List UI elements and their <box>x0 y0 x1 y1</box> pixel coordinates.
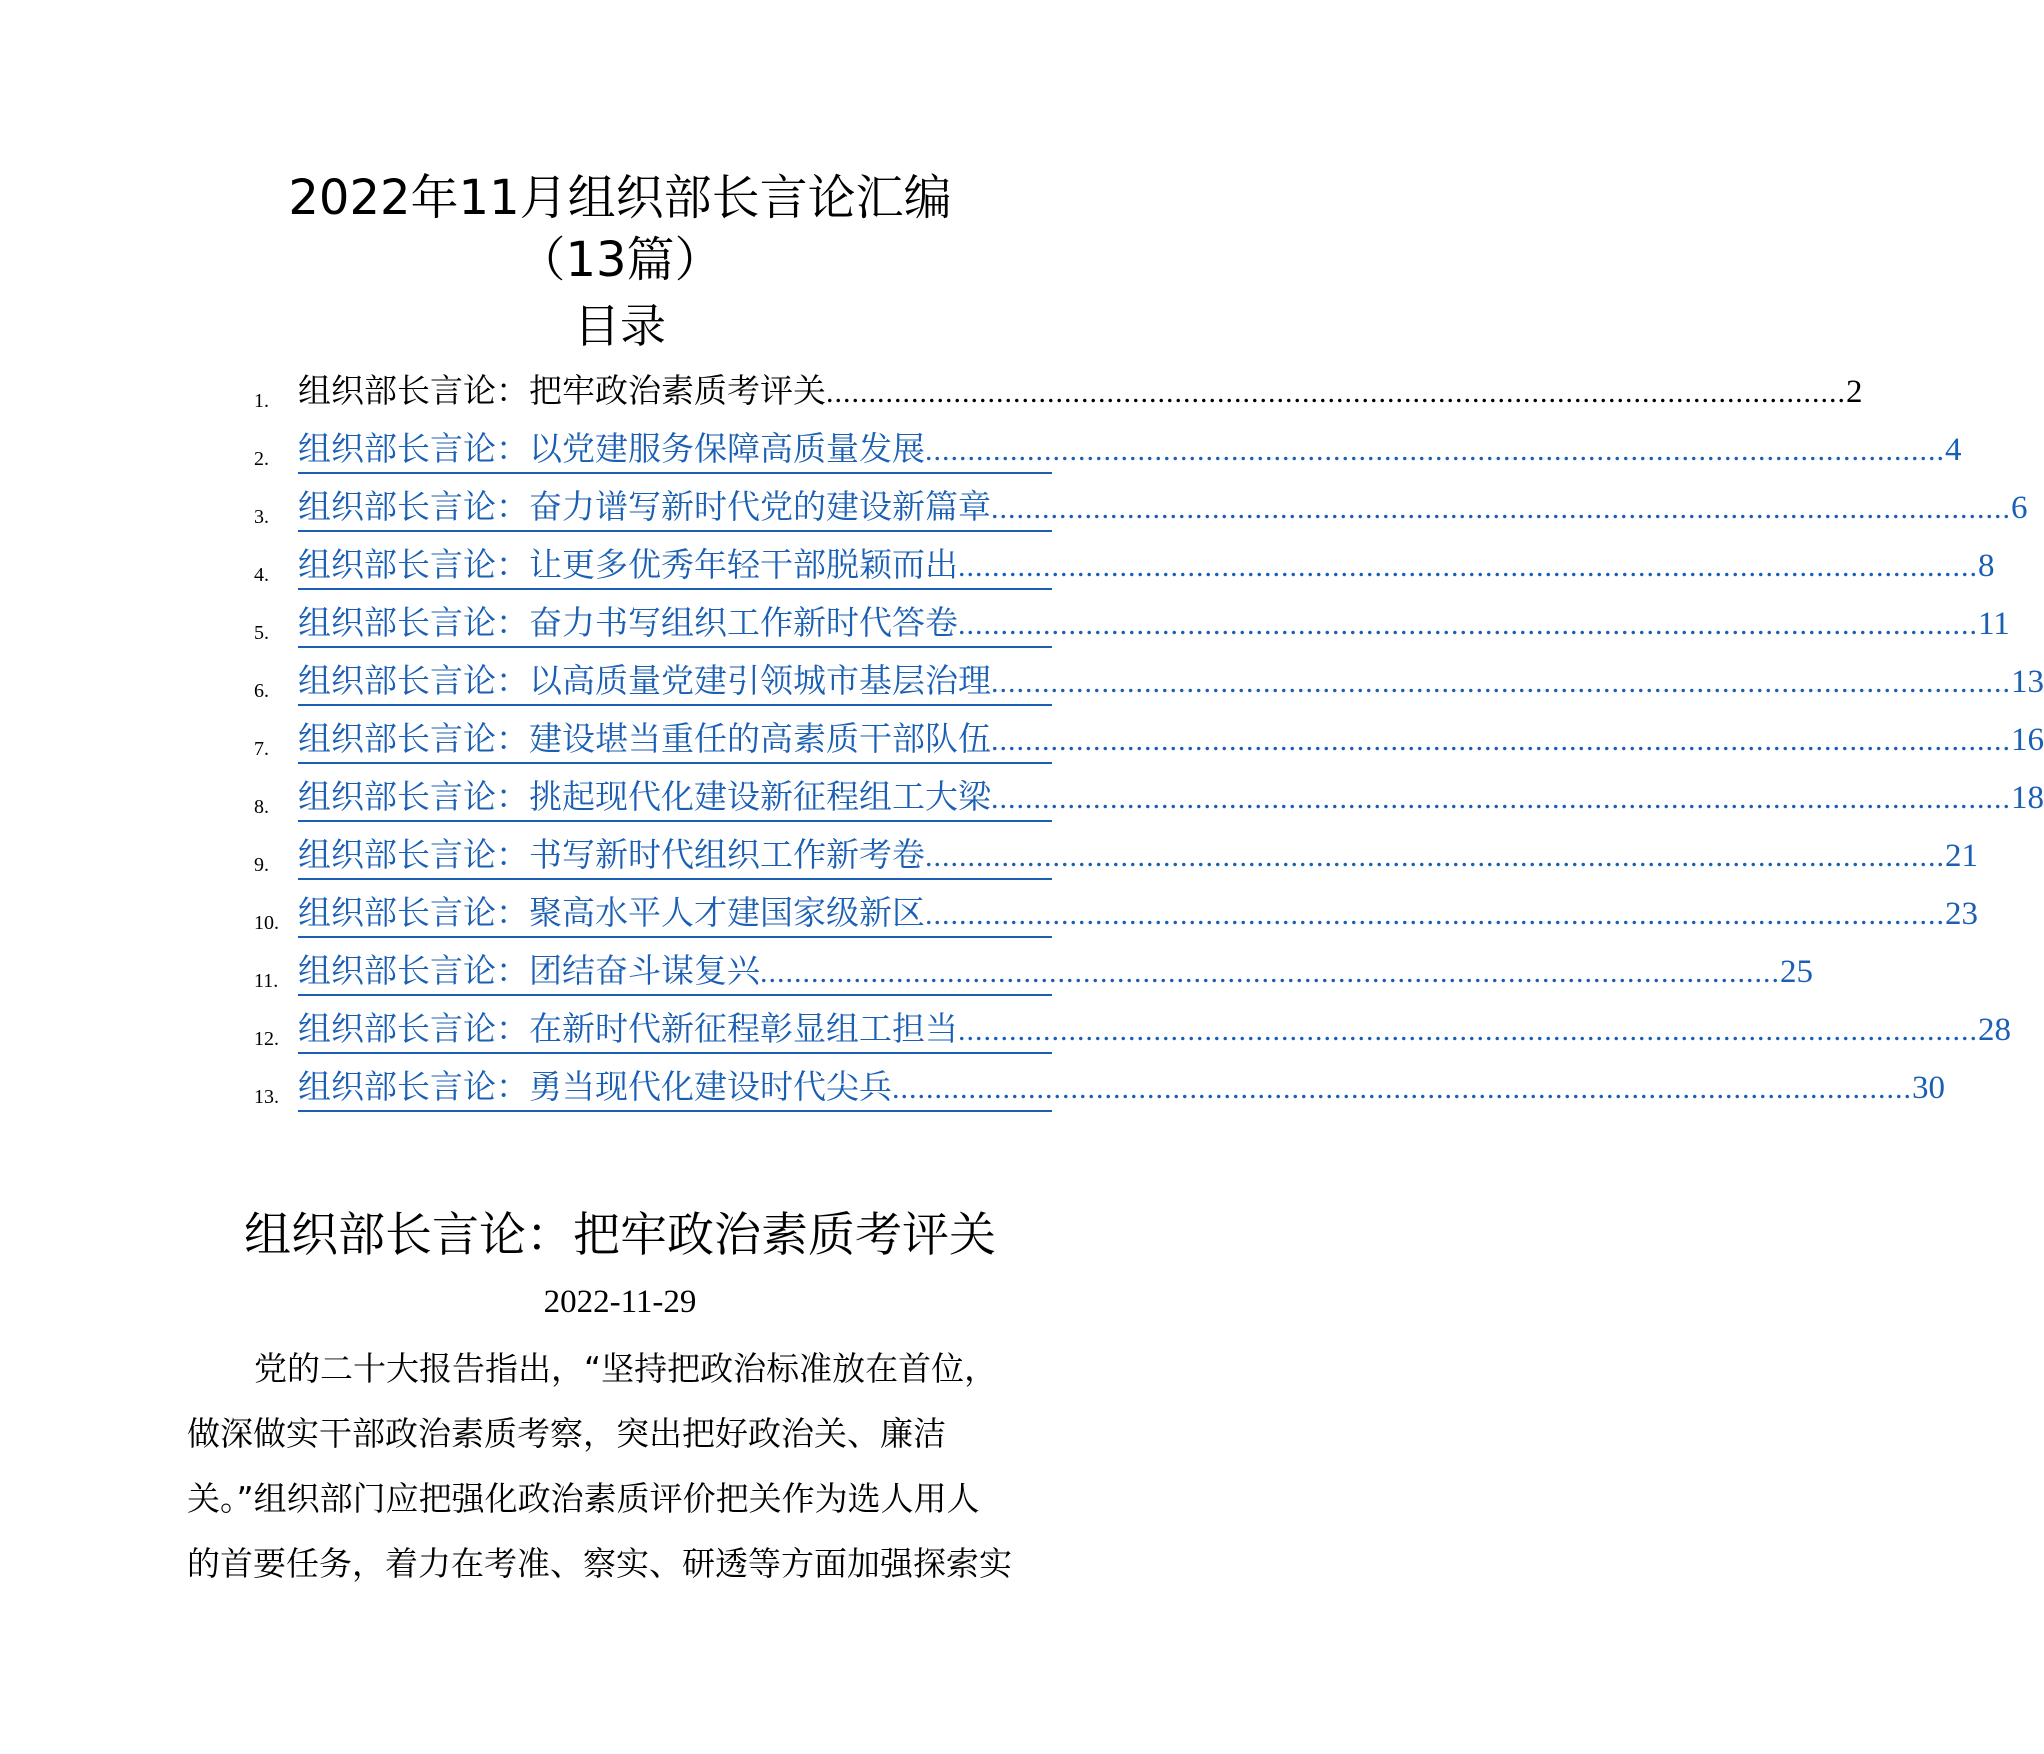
toc-entry-link[interactable] <box>298 602 2010 648</box>
toc-entry-link[interactable] <box>298 892 1978 938</box>
paragraph-line: 的首要任务，着力在考准、察实、研透等方面加强探索实 <box>187 1544 1012 1583</box>
toc-leader-dots: ........................................................................................................................ <box>925 434 1945 467</box>
toc-leader-dots: ........................................................................................................................ <box>991 666 2011 699</box>
toc-entry-title: 组织部长言论：在新时代新征程彰显组工担当 <box>298 1009 958 1048</box>
toc-entry-number: 1. <box>254 390 269 412</box>
toc-entry-number: 2. <box>254 448 269 470</box>
document-title: 2022年11月组织部长言论汇编 <box>288 170 952 226</box>
toc-entry-number: 5. <box>254 622 269 644</box>
paragraph-line: 做深做实干部政治素质考察，突出把好政治关、廉洁 <box>187 1414 946 1453</box>
toc-entry-page: 4 <box>1945 432 1962 468</box>
toc-entry-link[interactable] <box>298 660 2044 706</box>
toc-leader-dots: ........................................................................................................................ <box>925 898 1945 931</box>
toc-entry-number: 12. <box>254 1028 279 1050</box>
toc-leader-dots: ........................................................................................................................ <box>892 1072 1912 1105</box>
toc-entry-page: 2 <box>1846 374 1863 410</box>
article-paragraph <box>187 1336 1027 1596</box>
toc-entry-link[interactable] <box>298 1008 2011 1054</box>
paragraph-line: 关。”组织部门应把强化政治素质评价把关作为选人用人 <box>187 1479 980 1518</box>
toc-entry <box>0 660 2044 716</box>
toc-entry <box>0 1008 2011 1064</box>
toc-leader-dots: ........................................................................................................................ <box>991 782 2011 815</box>
toc-entry-page: 8 <box>1978 548 1995 584</box>
toc-entry-link[interactable] <box>298 834 1978 880</box>
toc-leader-dots: ........................................................................................................................ <box>925 840 1945 873</box>
article-title: 组织部长言论：把牢政治素质考评关 <box>244 1208 996 1263</box>
toc-entry <box>0 486 2028 542</box>
toc-leader-dots: ........................................................................................................................ <box>991 492 2011 525</box>
toc-entry-number: 13. <box>254 1086 279 1108</box>
toc-entry-link[interactable] <box>298 718 2044 764</box>
toc-entry <box>0 544 1995 600</box>
toc-entry-title: 组织部长言论：奋力书写组织工作新时代答卷 <box>298 603 958 642</box>
toc-entry-title: 组织部长言论：勇当现代化建设时代尖兵 <box>298 1067 892 1106</box>
toc-entry-title: 组织部长言论：建设堪当重任的高素质干部队伍 <box>298 719 991 758</box>
toc-entry-link[interactable] <box>298 1066 1945 1112</box>
toc-entry <box>0 1066 1945 1122</box>
toc-leader-dots: ........................................................................................................................ <box>760 956 1780 989</box>
toc-entry-title: 组织部长言论：挑起现代化建设新征程组工大梁 <box>298 777 991 816</box>
toc-entry-number: 7. <box>254 738 269 760</box>
toc-entry-page: 16 <box>2011 722 2044 758</box>
toc-entry <box>0 892 1978 948</box>
toc-entry <box>0 428 1962 484</box>
toc-entry-title: 组织部长言论：以高质量党建引领城市基层治理 <box>298 661 991 700</box>
toc-leader-dots: ........................................................................................................................ <box>958 550 1978 583</box>
toc-entry-title: 组织部长言论：把牢政治素质考评关 <box>298 371 826 410</box>
toc-entry <box>0 718 2044 774</box>
toc-entry-title: 组织部长言论：奋力谱写新时代党的建设新篇章 <box>298 487 991 526</box>
toc-entry <box>0 370 1863 426</box>
toc-entry-page: 30 <box>1912 1070 1945 1106</box>
toc-entry-page: 18 <box>2011 780 2044 816</box>
toc-leader-dots: ........................................................................................................................ <box>826 376 1846 409</box>
toc-entry-number: 8. <box>254 796 269 818</box>
toc-entry-page: 21 <box>1945 838 1978 874</box>
toc-entry-number: 4. <box>254 564 269 586</box>
toc-entry-number: 11. <box>254 970 279 992</box>
toc-entry-title: 组织部长言论：以党建服务保障高质量发展 <box>298 429 925 468</box>
article-date: 2022-11-29 <box>543 1284 697 1320</box>
toc-entry-title: 组织部长言论：团结奋斗谋复兴 <box>298 951 760 990</box>
toc-heading: 目录 <box>574 299 666 353</box>
toc-entry-link[interactable] <box>298 486 2028 532</box>
toc-entry-number: 3. <box>254 506 269 528</box>
toc-entry-number: 6. <box>254 680 269 702</box>
toc-entry-page: 11 <box>1978 606 2010 642</box>
document-subtitle: （13篇） <box>517 232 723 288</box>
toc-entry-page: 13 <box>2011 664 2044 700</box>
toc-entry-link[interactable] <box>298 950 1813 996</box>
toc-entry-title: 组织部长言论：让更多优秀年轻干部脱颖而出 <box>298 545 958 584</box>
toc-entry-page: 6 <box>2011 490 2028 526</box>
toc-entry-page: 25 <box>1780 954 1813 990</box>
toc-entry-link[interactable] <box>298 544 1995 590</box>
toc-entry <box>0 602 2010 658</box>
toc-entry-number: 9. <box>254 854 269 876</box>
toc-entry <box>0 950 1813 1006</box>
toc-entry <box>0 776 2044 832</box>
toc-entry-link[interactable] <box>298 776 2044 822</box>
toc-entry-title: 组织部长言论：书写新时代组织工作新考卷 <box>298 835 925 874</box>
toc-entry <box>0 834 1978 890</box>
toc-leader-dots: ........................................................................................................................ <box>958 1014 1978 1047</box>
toc-leader-dots: ........................................................................................................................ <box>958 608 1978 641</box>
toc-entry-title: 组织部长言论：聚高水平人才建国家级新区 <box>298 893 925 932</box>
toc-entry-number: 10. <box>254 912 279 934</box>
toc-entry-link[interactable] <box>298 428 1962 474</box>
toc-leader-dots: ........................................................................................................................ <box>991 724 2011 757</box>
paragraph-line: 党的二十大报告指出，“坚持把政治标准放在首位， <box>254 1349 998 1388</box>
toc-entry-page: 23 <box>1945 896 1978 932</box>
toc-entry-page: 28 <box>1978 1012 2011 1048</box>
toc-entry-link[interactable] <box>298 370 1863 414</box>
